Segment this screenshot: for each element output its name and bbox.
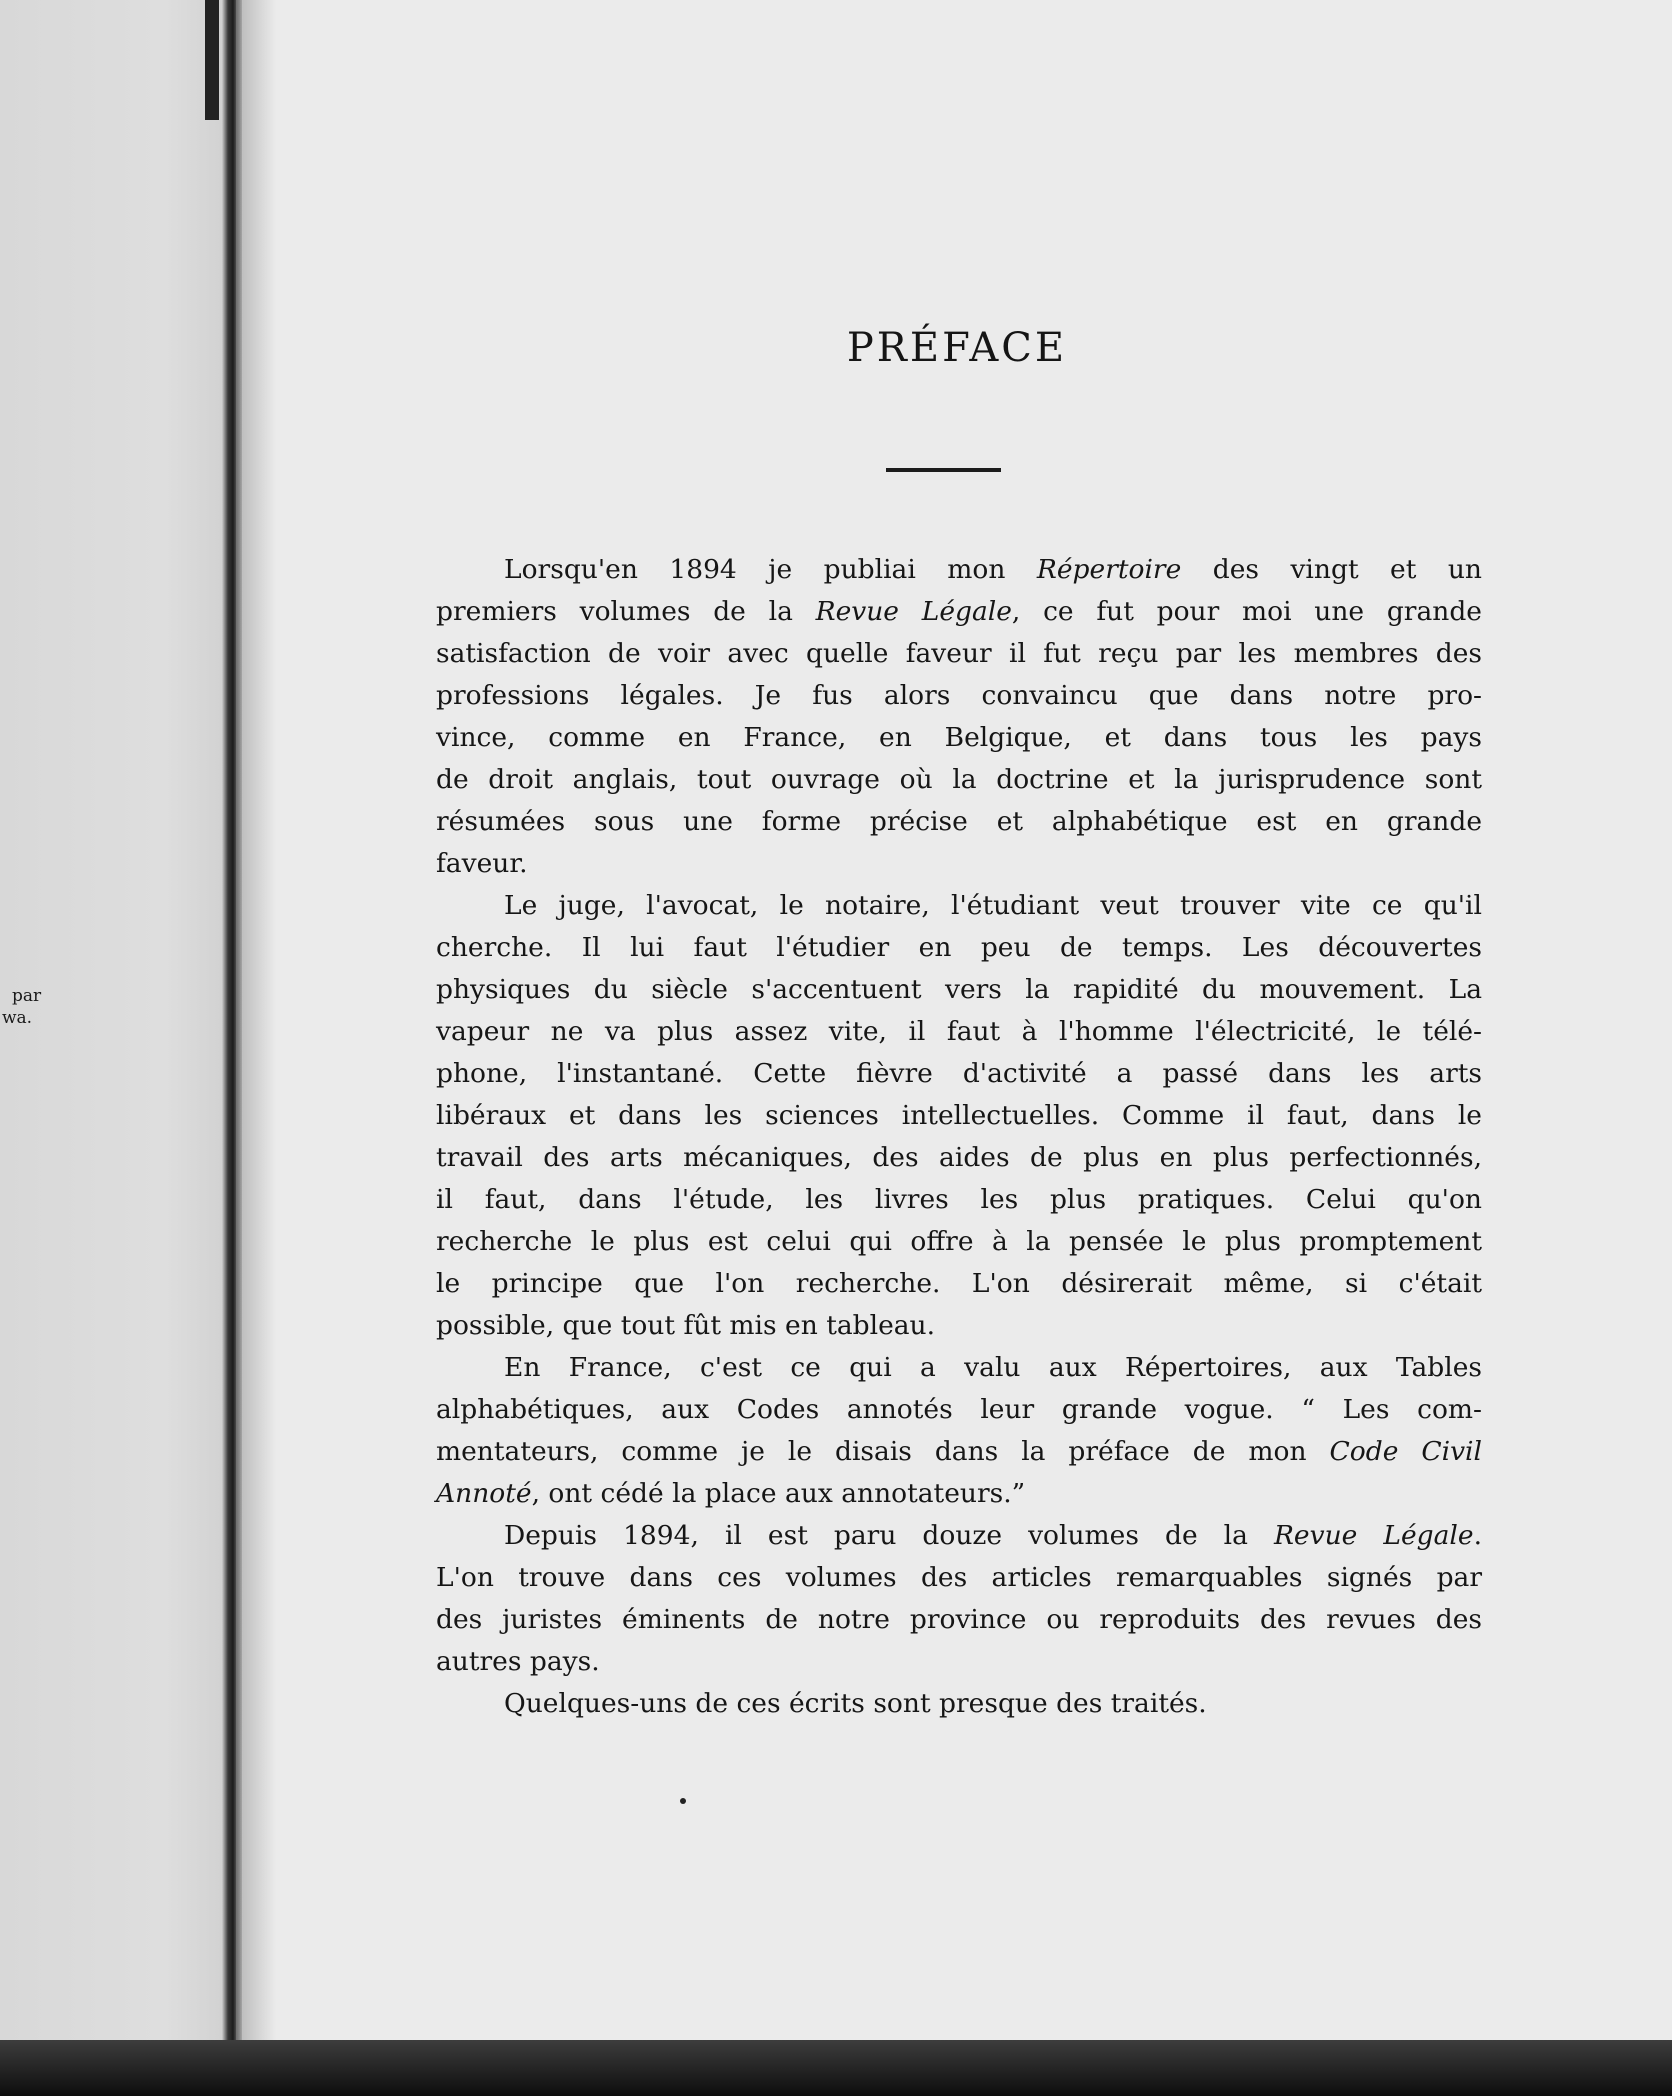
text-line [436,843,1482,885]
text-run: Depuis 1894, il est paru douze volumes de la [504,1520,1274,1551]
gutter-shadow [236,0,276,2040]
text-line [436,633,1482,675]
text-line [436,591,1482,633]
text-run: vapeur ne va plus assez vite, il faut à l'homme l'électricité, le télé- [436,1016,1482,1047]
ink-speck [680,1798,686,1804]
text-run: des juristes éminents de notre province ou reproduits des revues des [436,1604,1482,1635]
text-run: , ce fut pour moi une grande [1011,596,1482,627]
text-run: Quelques-uns de ces écrits sont presque des traités. [504,1688,1207,1719]
text-run: En France, c'est ce qui a valu aux Répertoires, aux Tables [504,1352,1482,1383]
text-run: premiers volumes de la [436,596,816,627]
text-run: le principe que l'on recherche. L'on désirerait même, si c'était [436,1268,1482,1299]
text-line [436,675,1482,717]
text-run: phone, l'instantané. Cette fièvre d'activité a passé dans les arts [436,1058,1482,1089]
text-run: de droit anglais, tout ouvrage où la doctrine et la jurisprudence sont [436,764,1482,795]
italic-title: Annoté [436,1478,532,1509]
left-margin-line-2: wa. [2,1008,33,1028]
text-line [436,1053,1482,1095]
text-run: libéraux et dans les sciences intellectuelles. Comme il faut, dans le [436,1100,1482,1131]
text-line [436,717,1482,759]
text-line [436,1389,1482,1431]
text-line [436,1263,1482,1305]
text-line [436,549,1482,591]
text-run: vince, comme en France, en Belgique, et dans tous les pays [436,722,1482,753]
text-line [436,1515,1482,1557]
text-run: , ont cédé la place aux annotateurs.” [531,1478,1026,1509]
text-line [436,1641,1482,1683]
italic-title: Code Civil [1329,1436,1482,1467]
text-line [436,1683,1482,1725]
binding-tear [205,0,219,120]
text-run: résumées sous une forme précise et alphabétique est en grande [436,806,1482,837]
text-run: faveur. [436,848,528,879]
page-title: PRÉFACE [846,325,1068,371]
text-line [436,759,1482,801]
left-margin-line-1: par [12,986,42,1006]
text-run: professions légales. Je fus alors convaincu que dans notre pro- [436,680,1482,711]
text-line [436,1305,1482,1347]
text-line [436,969,1482,1011]
text-run: satisfaction de voir avec quelle faveur il fut reçu par les membres des [436,638,1482,669]
paragraph [436,1515,1482,1683]
left-page-edge [0,0,236,2040]
text-run: autres pays. [436,1646,600,1677]
italic-title: Répertoire [1036,554,1182,585]
text-run: possible, que tout fût mis en tableau. [436,1310,936,1341]
text-line [436,1137,1482,1179]
text-line [436,801,1482,843]
text-line [436,927,1482,969]
text-run: physiques du siècle s'accentuent vers la rapidité du mouvement. La [436,974,1482,1005]
paragraph [436,885,1482,1347]
text-run: cherche. Il lui faut l'étudier en peu de temps. Les découvertes [436,932,1482,963]
text-line [436,1095,1482,1137]
text-run: . [1473,1520,1482,1551]
text-line [436,1347,1482,1389]
text-line [436,1011,1482,1053]
text-run: L'on trouve dans ces volumes des articles remarquables signés par [436,1562,1482,1593]
preface-page [242,0,1672,2040]
text-run: des vingt et un [1181,554,1482,585]
text-line [436,1557,1482,1599]
text-line [436,1179,1482,1221]
text-line [436,1599,1482,1641]
text-run: il faut, dans l'étude, les livres les plus pratiques. Celui qu'on [436,1184,1482,1215]
text-line [436,1221,1482,1263]
text-run: recherche le plus est celui qui offre à la pensée le plus promptement [436,1226,1482,1257]
title-rule [886,468,1001,472]
text-line [436,1473,1482,1515]
italic-title: Revue Légale [1273,1520,1474,1551]
preface-body [436,549,1482,1725]
text-run: Lorsqu'en 1894 je publiai mon [504,554,1037,585]
scan-bottom-border [0,2040,1672,2096]
text-run: Le juge, l'avocat, le notaire, l'étudiant veut trouver vite ce qu'il [504,890,1482,921]
italic-title: Revue Légale [815,596,1012,627]
text-run: alphabétiques, aux Codes annotés leur grande vogue. “ Les com- [436,1394,1482,1425]
text-run: mentateurs, comme je le disais dans la préface de mon [436,1436,1330,1467]
left-page-margin-text [0,985,41,1029]
text-line [436,1431,1482,1473]
text-line [436,885,1482,927]
paragraph [436,549,1482,885]
paragraph [436,1683,1482,1725]
paragraph [436,1347,1482,1515]
text-run: travail des arts mécaniques, des aides de plus en plus perfectionnés, [436,1142,1482,1173]
